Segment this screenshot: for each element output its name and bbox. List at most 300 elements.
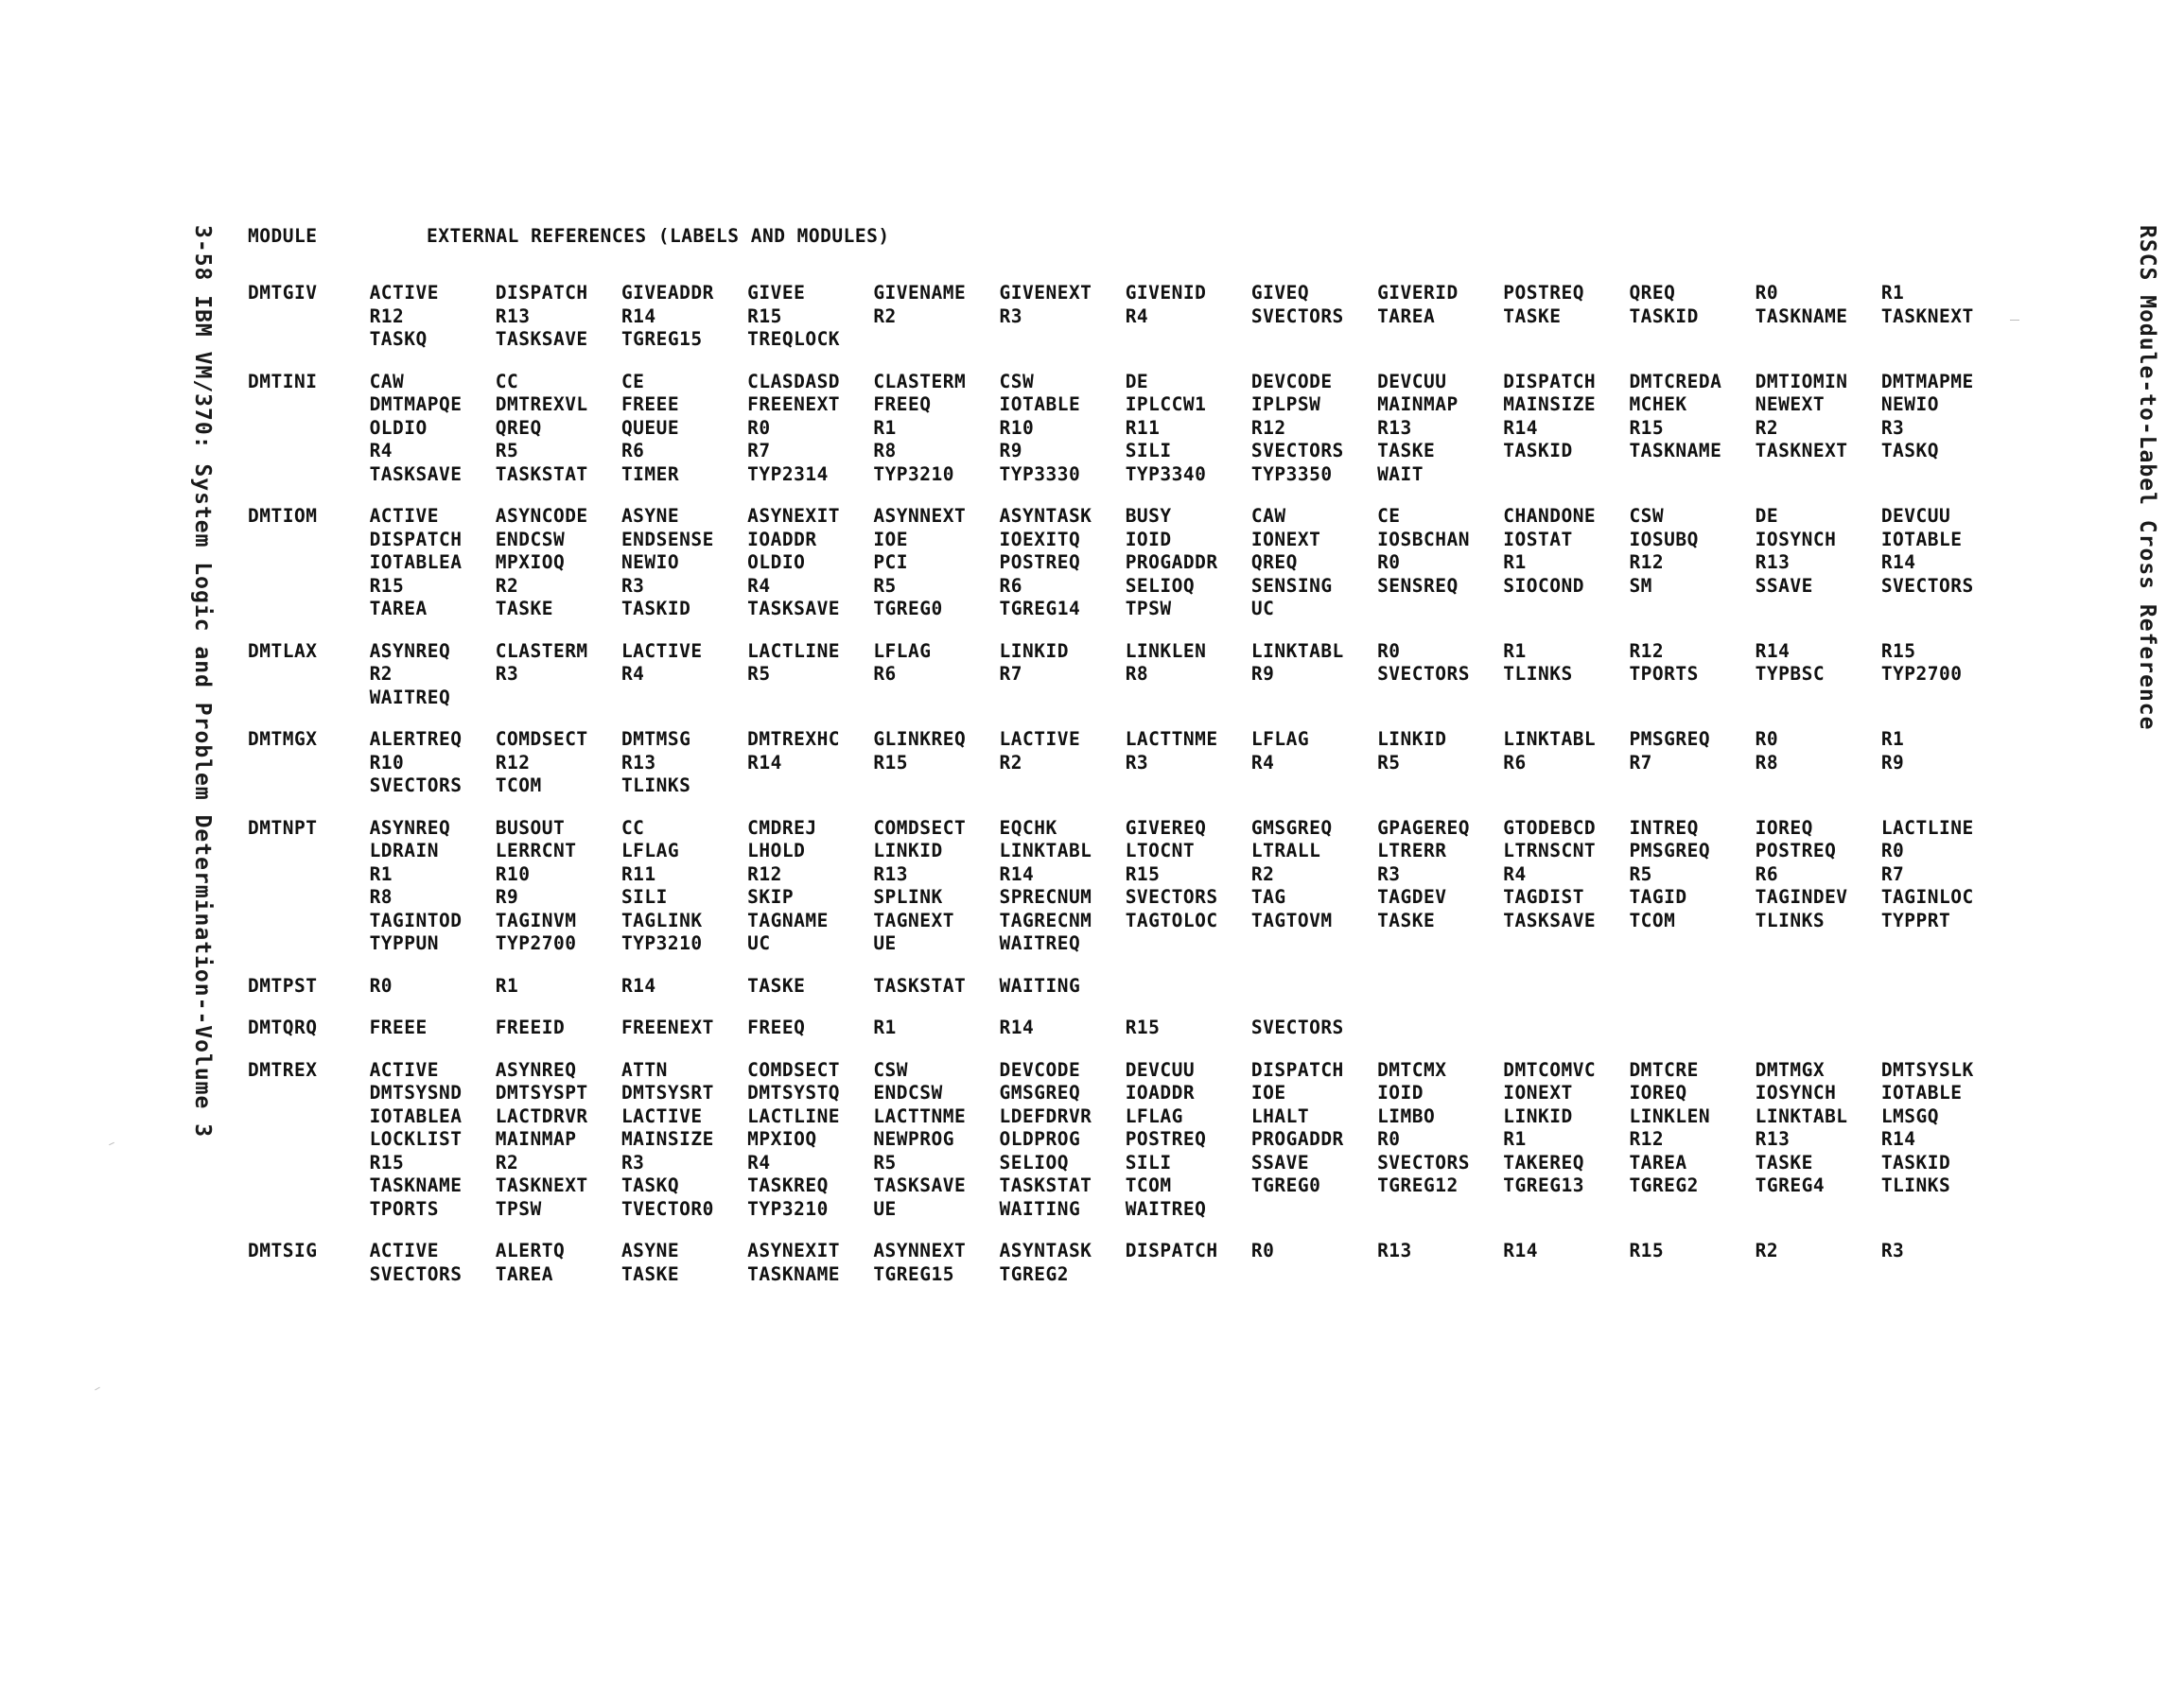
reference-label: CE bbox=[1377, 505, 1401, 527]
reference-label: TASKNAME bbox=[1755, 304, 1848, 327]
reference-label: UC bbox=[747, 932, 771, 954]
reference-label: PCI bbox=[873, 551, 909, 573]
reference-label: R3 bbox=[620, 574, 645, 597]
reference-label: SILI bbox=[1125, 440, 1172, 461]
reference-label: DMTMSG bbox=[620, 728, 691, 750]
reference-label: R11 bbox=[1125, 416, 1161, 439]
reference-label: CAW bbox=[1250, 505, 1286, 527]
reference-label: DEVCODE bbox=[1250, 370, 1333, 392]
reference-label: ASYNNEXT bbox=[873, 1240, 967, 1261]
reference-label: IOTABLEA bbox=[369, 551, 463, 573]
reference-label: R13 bbox=[873, 862, 909, 885]
reference-list bbox=[370, 817, 2007, 956]
reference-label: TAGDEV bbox=[1377, 886, 1447, 908]
reference-label: TIMER bbox=[620, 462, 680, 485]
reference-label: SSAVE bbox=[1755, 574, 1813, 597]
reference-list bbox=[370, 728, 2007, 798]
reference-label: TGREG15 bbox=[873, 1262, 954, 1285]
reference-label: LTOCNT bbox=[1125, 840, 1196, 861]
reference-label: DEVCUU bbox=[1125, 1058, 1196, 1081]
reference-label: R1 bbox=[1503, 639, 1527, 662]
reference-label: SELIOQ bbox=[999, 1151, 1069, 1174]
reference-label: R2 bbox=[999, 751, 1022, 774]
reference-label: QREQ bbox=[495, 416, 542, 439]
reference-label: FREEID bbox=[495, 1017, 566, 1038]
reference-label: LINKLEN bbox=[1629, 1104, 1711, 1127]
table-header bbox=[248, 225, 2007, 263]
reference-label: R1 bbox=[873, 416, 897, 439]
reference-label: TASKE bbox=[1377, 909, 1436, 931]
reference-label: R3 bbox=[1377, 862, 1401, 885]
reference-label: POSTREQ bbox=[1503, 282, 1584, 304]
reference-label: SVECTORS bbox=[1250, 1017, 1344, 1038]
reference-label: COMDSECT bbox=[873, 816, 967, 839]
reference-label: NEWEXT bbox=[1755, 393, 1826, 415]
reference-label: R0 bbox=[1755, 728, 1779, 750]
reference-label: R14 bbox=[999, 862, 1035, 885]
module-name: DMTQRQ bbox=[248, 1017, 318, 1038]
reference-label: R1 bbox=[495, 974, 519, 997]
reference-label: LMSGQ bbox=[1880, 1104, 1940, 1127]
module-row bbox=[248, 1240, 2007, 1286]
reference-label: TAGNEXT bbox=[873, 909, 954, 931]
module-name: DMTIOM bbox=[248, 505, 318, 527]
reference-list bbox=[370, 1059, 2007, 1222]
reference-label: R12 bbox=[369, 304, 405, 327]
reference-label: MAINSIZE bbox=[620, 1128, 714, 1150]
reference-label: R4 bbox=[620, 663, 645, 685]
reference-label: R12 bbox=[495, 751, 531, 774]
reference-label: CAW bbox=[369, 370, 405, 392]
reference-label: COMDSECT bbox=[495, 728, 588, 750]
reference-label: SSAVE bbox=[1250, 1151, 1310, 1174]
reference-label: CC bbox=[495, 370, 519, 392]
reference-label: DISPATCH bbox=[369, 528, 463, 550]
reference-label: TAKEREQ bbox=[1503, 1151, 1584, 1174]
reference-label: LOCKLIST bbox=[369, 1128, 463, 1150]
reference-label: R4 bbox=[1503, 862, 1527, 885]
reference-label: LFLAG bbox=[873, 639, 932, 662]
reference-label: GIVEREQ bbox=[1125, 816, 1207, 839]
reference-label: R6 bbox=[1755, 862, 1779, 885]
reference-label: ASYNREQ bbox=[495, 1058, 577, 1081]
reference-label: TASKNAME bbox=[369, 1174, 463, 1196]
reference-label: ASYNEXIT bbox=[747, 505, 841, 527]
reference-label: LINKID bbox=[873, 840, 943, 861]
reference-label: IOTABLE bbox=[1880, 528, 1963, 550]
reference-label: IOSBCHAN bbox=[1377, 528, 1470, 550]
reference-label: TYP3350 bbox=[1250, 462, 1333, 485]
reference-label: WAIT bbox=[1377, 462, 1424, 485]
reference-label: DMTREXHC bbox=[747, 728, 841, 750]
reference-label: LINKLEN bbox=[1125, 639, 1207, 662]
reference-label: R13 bbox=[620, 751, 656, 774]
reference-label: NEWIO bbox=[620, 551, 680, 573]
reference-label: R4 bbox=[747, 1151, 771, 1174]
reference-label: IOSYNCH bbox=[1755, 1082, 1837, 1104]
reference-label: R13 bbox=[1755, 551, 1791, 573]
reference-label: PROGADDR bbox=[1250, 1128, 1344, 1150]
reference-label: R1 bbox=[1880, 728, 1905, 750]
module-row bbox=[248, 640, 2007, 710]
reference-label: R12 bbox=[1250, 416, 1286, 439]
reference-label: R1 bbox=[1880, 282, 1905, 304]
reference-label: TAGDIST bbox=[1503, 886, 1584, 908]
reference-label: ASYNNEXT bbox=[873, 505, 967, 527]
reference-label: LINKID bbox=[1377, 728, 1447, 750]
reference-label: R0 bbox=[747, 416, 771, 439]
reference-label: LHOLD bbox=[747, 840, 806, 861]
reference-label: TAGID bbox=[1629, 886, 1687, 908]
reference-label: GIVEQ bbox=[1250, 282, 1310, 304]
reference-label: TASKE bbox=[1377, 440, 1436, 461]
reference-label: R9 bbox=[999, 440, 1022, 461]
reference-label: OLDIO bbox=[369, 416, 428, 439]
reference-label: UC bbox=[1250, 598, 1275, 619]
reference-label: TGREG4 bbox=[1755, 1174, 1826, 1196]
reference-label: QREQ bbox=[1629, 282, 1676, 304]
reference-label: R2 bbox=[1755, 416, 1779, 439]
reference-label: IPLPSW bbox=[1250, 393, 1321, 415]
reference-label: R0 bbox=[1377, 551, 1401, 573]
reference-label: TGREG15 bbox=[620, 328, 703, 350]
reference-label: DEVCUU bbox=[1377, 370, 1447, 392]
reference-label: R2 bbox=[1250, 862, 1275, 885]
reference-label: R0 bbox=[1377, 1128, 1401, 1150]
reference-label: TYPPUN bbox=[369, 932, 440, 954]
reference-label: ASYNREQ bbox=[369, 816, 451, 839]
reference-label: TAGINDEV bbox=[1755, 886, 1848, 908]
reference-label: TASKSAVE bbox=[369, 462, 463, 485]
reference-list bbox=[370, 640, 2007, 710]
reference-label: R7 bbox=[747, 440, 771, 461]
reference-label: TASKREQ bbox=[747, 1174, 829, 1196]
reference-label: NEWPROG bbox=[873, 1128, 954, 1150]
module-row bbox=[248, 975, 2007, 999]
reference-label: DMTCOMVC bbox=[1503, 1058, 1597, 1081]
reference-label: TASKID bbox=[1503, 440, 1573, 461]
reference-label: SELIOQ bbox=[1125, 574, 1196, 597]
reference-label: FREENEXT bbox=[620, 1017, 714, 1038]
reference-label: R10 bbox=[369, 751, 405, 774]
reference-label: R0 bbox=[1880, 840, 1905, 861]
reference-label: SILI bbox=[1125, 1151, 1172, 1174]
reference-label: TVECTOR0 bbox=[620, 1197, 714, 1220]
reference-label: TAGLINK bbox=[620, 909, 703, 931]
reference-label: IOTABLE bbox=[1880, 1082, 1963, 1104]
module-name: DMTNPT bbox=[248, 816, 318, 839]
reference-label: TGREG0 bbox=[873, 598, 943, 619]
reference-label: TGREG12 bbox=[1377, 1174, 1459, 1196]
reference-label: DE bbox=[1125, 370, 1149, 392]
reference-label: LACTIVE bbox=[620, 1104, 703, 1127]
reference-label: R13 bbox=[495, 304, 531, 327]
reference-label: R10 bbox=[999, 416, 1035, 439]
reference-label: R15 bbox=[1125, 862, 1161, 885]
reference-label: R2 bbox=[369, 663, 393, 685]
reference-label: TAGRECNM bbox=[999, 909, 1092, 931]
reference-label: WAITREQ bbox=[369, 686, 451, 708]
reference-label: MCHEK bbox=[1629, 393, 1687, 415]
reference-label: UE bbox=[873, 932, 897, 954]
reference-label: TASKSTAT bbox=[999, 1174, 1092, 1196]
reference-label: R7 bbox=[1880, 862, 1905, 885]
reference-label: GIVENID bbox=[1125, 282, 1207, 304]
reference-label: GIVENEXT bbox=[999, 282, 1092, 304]
reference-label: LACTLINE bbox=[747, 1104, 841, 1127]
reference-label: SM bbox=[1629, 574, 1652, 597]
reference-label: R8 bbox=[873, 440, 897, 461]
table-body bbox=[248, 282, 2007, 1286]
reference-label: LERRCNT bbox=[495, 840, 577, 861]
reference-label: PMSGREQ bbox=[1629, 728, 1711, 750]
reference-label: ENDCSW bbox=[873, 1082, 943, 1104]
reference-label: R15 bbox=[1880, 639, 1916, 662]
reference-label: CMDREJ bbox=[747, 816, 817, 839]
reference-label: CLASTERM bbox=[873, 370, 967, 392]
reference-label: TYP2700 bbox=[495, 932, 577, 954]
reference-label: R5 bbox=[873, 1151, 897, 1174]
reference-label: R2 bbox=[873, 304, 897, 327]
reference-label: TYP2700 bbox=[1880, 663, 1963, 685]
reference-label: IOREQ bbox=[1629, 1082, 1687, 1104]
reference-label: TPSW bbox=[495, 1197, 542, 1220]
reference-label: DMTCMX bbox=[1377, 1058, 1447, 1081]
reference-label: TGREG14 bbox=[999, 598, 1081, 619]
reference-label: R8 bbox=[369, 886, 393, 908]
reference-label: GIVEE bbox=[747, 282, 806, 304]
reference-label: ENDSENSE bbox=[620, 528, 714, 550]
reference-label: R14 bbox=[620, 304, 656, 327]
reference-label: R4 bbox=[1125, 304, 1149, 327]
reference-label: R14 bbox=[1503, 1240, 1538, 1261]
scan-mark bbox=[109, 1142, 114, 1145]
reference-label: DISPATCH bbox=[1125, 1240, 1218, 1261]
module-name: DMTINI bbox=[248, 370, 318, 392]
reference-label: R6 bbox=[999, 574, 1022, 597]
reference-label: R5 bbox=[873, 574, 897, 597]
module-column-header: MODULE bbox=[248, 225, 318, 247]
reference-label: DE bbox=[1755, 505, 1779, 527]
reference-label: TGREG2 bbox=[999, 1262, 1069, 1285]
reference-label: TAGNAME bbox=[747, 909, 829, 931]
reference-label: POSTREQ bbox=[1755, 840, 1837, 861]
reference-label: TAG bbox=[1250, 886, 1286, 908]
reference-label: R15 bbox=[1125, 1017, 1161, 1038]
reference-label: BUSY bbox=[1125, 505, 1172, 527]
reference-label: DMTREXVL bbox=[495, 393, 588, 415]
reference-label: R15 bbox=[369, 1151, 405, 1174]
reference-label: LFLAG bbox=[1250, 728, 1310, 750]
reference-label: LACTTNME bbox=[1125, 728, 1218, 750]
reference-label: R4 bbox=[369, 440, 393, 461]
reference-label: TYP3330 bbox=[999, 462, 1081, 485]
reference-label: LINKTABL bbox=[1250, 639, 1344, 662]
reference-label: DEVCUU bbox=[1880, 505, 1951, 527]
left-margin-title: 3-58 IBM VM/370: System Logic and Problem Determination--Volume 3 bbox=[190, 225, 215, 1139]
reference-label: ASYNTASK bbox=[999, 1240, 1092, 1261]
reference-label: TLINKS bbox=[1880, 1174, 1951, 1196]
reference-label: R12 bbox=[1629, 639, 1665, 662]
reference-label: TASKQ bbox=[1880, 440, 1940, 461]
reference-label: DMTSYSND bbox=[369, 1082, 463, 1104]
reference-label: IOID bbox=[1125, 528, 1172, 550]
reference-label: R13 bbox=[1377, 1240, 1412, 1261]
reference-label: SVECTORS bbox=[1250, 304, 1344, 327]
reference-label: WAITREQ bbox=[1125, 1197, 1207, 1220]
reference-label: TASKID bbox=[1629, 304, 1699, 327]
reference-label: CLASDASD bbox=[747, 370, 841, 392]
module-row bbox=[248, 282, 2007, 352]
cross-reference-table bbox=[248, 225, 2007, 1286]
reference-label: R7 bbox=[1629, 751, 1652, 774]
reference-label: MAINMAP bbox=[495, 1128, 577, 1150]
reference-label: R15 bbox=[1629, 416, 1665, 439]
reference-label: R15 bbox=[369, 574, 405, 597]
module-row bbox=[248, 728, 2007, 798]
reference-label: LACTTNME bbox=[873, 1104, 967, 1127]
reference-label: LACTIVE bbox=[999, 728, 1081, 750]
reference-label: TAGINTOD bbox=[369, 909, 463, 931]
reference-label: R14 bbox=[999, 1017, 1035, 1038]
reference-label: LTRALL bbox=[1250, 840, 1321, 861]
reference-label: R1 bbox=[369, 862, 393, 885]
reference-label: TYP3210 bbox=[620, 932, 703, 954]
reference-label: R3 bbox=[495, 663, 519, 685]
reference-label: TASKQ bbox=[369, 328, 428, 350]
reference-label: R8 bbox=[1125, 663, 1149, 685]
reference-label: ATTN bbox=[620, 1058, 668, 1081]
reference-label: TAREA bbox=[369, 598, 428, 619]
reference-list bbox=[370, 1017, 2007, 1040]
reference-label: SPRECNUM bbox=[999, 886, 1092, 908]
reference-label: TAGTOVM bbox=[1250, 909, 1333, 931]
reference-label: BUSOUT bbox=[495, 816, 566, 839]
reference-label: SVECTORS bbox=[1250, 440, 1344, 461]
reference-label: SKIP bbox=[747, 886, 795, 908]
reference-label: R12 bbox=[1629, 551, 1665, 573]
reference-label: R6 bbox=[620, 440, 645, 461]
reference-label: TGREG0 bbox=[1250, 1174, 1321, 1196]
reference-label: TAREA bbox=[1377, 304, 1436, 327]
module-row bbox=[248, 817, 2007, 956]
reference-label: ASYNCODE bbox=[495, 505, 588, 527]
reference-label: GMSGREQ bbox=[1250, 816, 1333, 839]
reference-label: WAITING bbox=[999, 1197, 1081, 1220]
reference-label: FREENEXT bbox=[747, 393, 841, 415]
reference-label: TASKID bbox=[1880, 1151, 1951, 1174]
reference-label: DMTMAPME bbox=[1880, 370, 1974, 392]
reference-label: UE bbox=[873, 1197, 897, 1220]
reference-label: R14 bbox=[1755, 639, 1791, 662]
reference-label: ASYNE bbox=[620, 1240, 680, 1261]
reference-label: SENSING bbox=[1250, 574, 1333, 597]
reference-label: TAREA bbox=[1629, 1151, 1687, 1174]
reference-label: R14 bbox=[747, 751, 782, 774]
reference-label: SPLINK bbox=[873, 886, 943, 908]
reference-label: GTODEBCD bbox=[1503, 816, 1597, 839]
reference-label: SVECTORS bbox=[1377, 1151, 1470, 1174]
reference-label: TASKNEXT bbox=[1755, 440, 1848, 461]
reference-label: R4 bbox=[747, 574, 771, 597]
reference-label: ASYNEXIT bbox=[747, 1240, 841, 1261]
reference-label: CHANDONE bbox=[1503, 505, 1597, 527]
reference-label: WAITING bbox=[999, 974, 1081, 997]
reference-label: TASKNEXT bbox=[1880, 304, 1974, 327]
reference-label: TYP3340 bbox=[1125, 462, 1207, 485]
reference-label: CSW bbox=[873, 1058, 909, 1081]
reference-label: POSTREQ bbox=[999, 551, 1081, 573]
reference-label: ACTIVE bbox=[369, 1240, 440, 1261]
reference-label: ACTIVE bbox=[369, 505, 440, 527]
module-name: DMTLAX bbox=[248, 639, 318, 662]
reference-label: LACTLINE bbox=[747, 639, 841, 662]
reference-label: DMTMAPQE bbox=[369, 393, 463, 415]
references-column-header: EXTERNAL REFERENCES (LABELS AND MODULES) bbox=[427, 225, 890, 247]
reference-label: TASKQ bbox=[620, 1174, 680, 1196]
reference-label: DMTSYSTQ bbox=[747, 1082, 841, 1104]
reference-label: R1 bbox=[1503, 551, 1527, 573]
reference-label: TASKE bbox=[1755, 1151, 1813, 1174]
reference-label: TCOM bbox=[1125, 1174, 1172, 1196]
reference-label: QUEUE bbox=[620, 416, 680, 439]
reference-label: IOREQ bbox=[1755, 816, 1813, 839]
reference-label: R6 bbox=[873, 663, 897, 685]
reference-label: TASKSAVE bbox=[495, 328, 588, 350]
reference-label: LIMBO bbox=[1377, 1104, 1436, 1127]
reference-label: ENDCSW bbox=[495, 528, 566, 550]
reference-label: LDRAIN bbox=[369, 840, 440, 861]
reference-label: SVECTORS bbox=[1880, 574, 1974, 597]
reference-label: TASKE bbox=[1503, 304, 1562, 327]
reference-label: TCOM bbox=[495, 774, 542, 796]
reference-label: R8 bbox=[1755, 751, 1779, 774]
reference-label: R3 bbox=[1880, 1240, 1905, 1261]
reference-label: LINKID bbox=[999, 639, 1069, 662]
reference-label: IOADDR bbox=[747, 528, 817, 550]
reference-label: DISPATCH bbox=[495, 282, 588, 304]
reference-label: IOADDR bbox=[1125, 1082, 1196, 1104]
reference-label: R10 bbox=[495, 862, 531, 885]
reference-label: FREEE bbox=[620, 393, 680, 415]
module-name: DMTPST bbox=[248, 974, 318, 997]
reference-label: CC bbox=[620, 816, 645, 839]
reference-label: R7 bbox=[999, 663, 1022, 685]
reference-label: IOE bbox=[873, 528, 909, 550]
reference-label: R14 bbox=[1503, 416, 1538, 439]
reference-label: IOTABLE bbox=[999, 393, 1081, 415]
reference-label: FREEQ bbox=[747, 1017, 806, 1038]
reference-label: TASKSAVE bbox=[1503, 909, 1597, 931]
reference-label: R0 bbox=[1377, 639, 1401, 662]
reference-label: R3 bbox=[1880, 416, 1905, 439]
reference-label: OLDPROG bbox=[999, 1128, 1081, 1150]
reference-label: R13 bbox=[1755, 1128, 1791, 1150]
reference-label: R5 bbox=[747, 663, 771, 685]
reference-label: MPXIOQ bbox=[495, 551, 566, 573]
reference-label: SENSREQ bbox=[1377, 574, 1459, 597]
reference-label: TAGINVM bbox=[495, 909, 577, 931]
reference-label: R0 bbox=[1250, 1240, 1275, 1261]
reference-label: TYP3210 bbox=[873, 462, 954, 485]
reference-label: R14 bbox=[620, 974, 656, 997]
right-margin-title: RSCS Module-to-Label Cross Reference bbox=[2135, 225, 2159, 731]
module-name: DMTREX bbox=[248, 1058, 318, 1081]
reference-label: TAGTOLOC bbox=[1125, 909, 1218, 931]
reference-label: IOSUBQ bbox=[1629, 528, 1699, 550]
reference-label: R15 bbox=[1629, 1240, 1665, 1261]
reference-label: LTRNSCNT bbox=[1503, 840, 1597, 861]
